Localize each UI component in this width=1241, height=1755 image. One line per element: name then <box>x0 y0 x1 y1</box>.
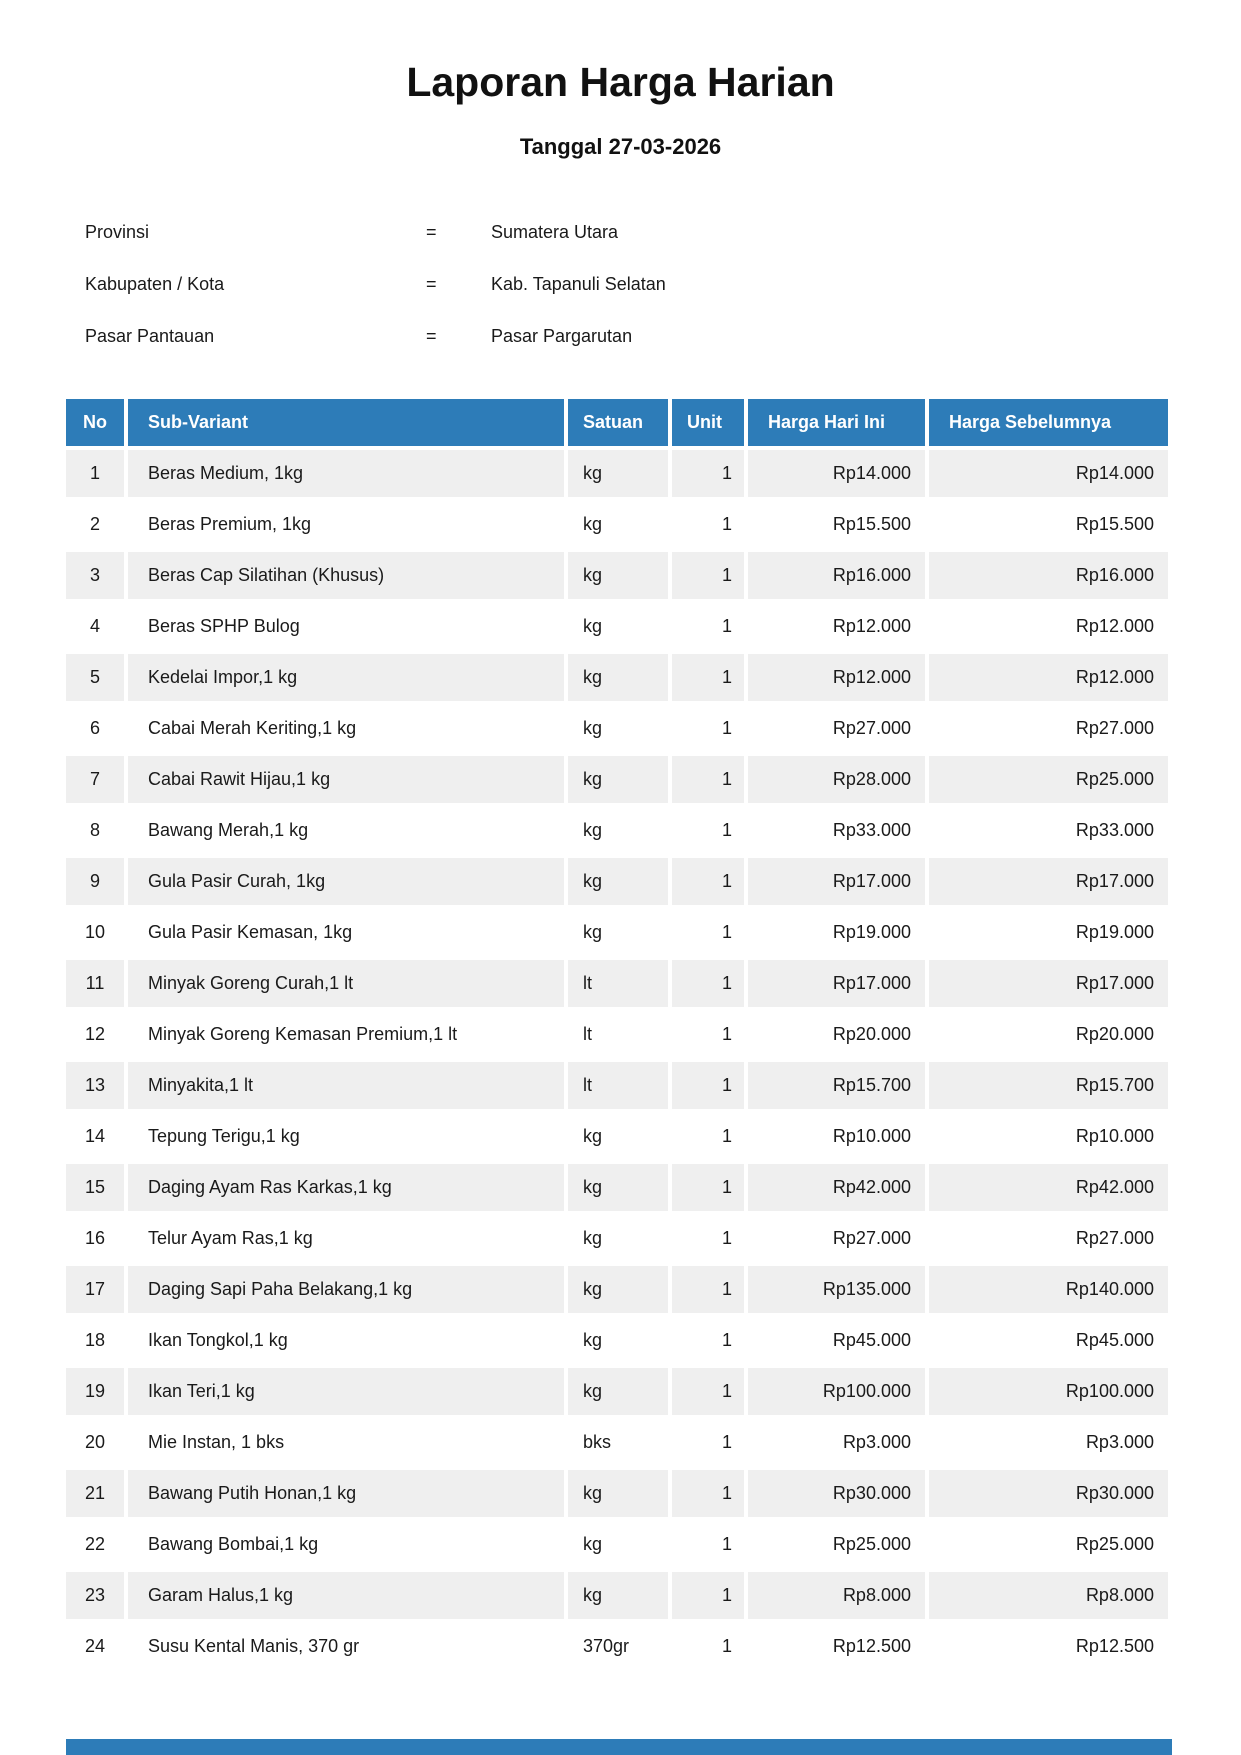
info-row-provinsi <box>85 206 1241 258</box>
info-label-pasar-pantauan: Pasar Pantauan <box>85 325 215 346</box>
cell-unit: 1 <box>672 1572 744 1619</box>
cell-harga-hari-ini: Rp12.000 <box>748 654 925 701</box>
cell-harga-hari-ini: Rp28.000 <box>748 756 925 803</box>
cell-unit: 1 <box>672 1470 744 1517</box>
table-row <box>66 1419 1168 1466</box>
cell-harga-sebelumnya: Rp10.000 <box>929 1113 1168 1160</box>
cell-harga-hari-ini: Rp17.000 <box>748 858 925 905</box>
column-header-harga-hari-ini: Harga Hari Ini <box>748 399 925 446</box>
column-header-sub-variant: Sub-Variant <box>128 399 564 446</box>
cell-unit: 1 <box>672 1215 744 1262</box>
cell-satuan: lt <box>568 960 668 1007</box>
cell-harga-sebelumnya: Rp8.000 <box>929 1572 1168 1619</box>
cell-harga-hari-ini: Rp27.000 <box>748 705 925 752</box>
table-row <box>66 1572 1168 1619</box>
cell-no: 15 <box>66 1164 124 1211</box>
cell-harga-hari-ini: Rp25.000 <box>748 1521 925 1568</box>
cell-unit: 1 <box>672 756 744 803</box>
price-table <box>62 395 1172 1674</box>
cell-satuan: kg <box>568 705 668 752</box>
table-row <box>66 1062 1168 1109</box>
cell-unit: 1 <box>672 1623 744 1670</box>
cell-harga-sebelumnya: Rp140.000 <box>929 1266 1168 1313</box>
info-value-provinsi: Sumatera Utara <box>491 221 619 242</box>
cell-harga-hari-ini: Rp19.000 <box>748 909 925 956</box>
cell-harga-sebelumnya: Rp12.000 <box>929 603 1168 650</box>
table-row <box>66 552 1168 599</box>
cell-harga-hari-ini: Rp20.000 <box>748 1011 925 1058</box>
cell-sub-variant: Telur Ayam Ras,1 kg <box>128 1215 564 1262</box>
cell-harga-sebelumnya: Rp3.000 <box>929 1419 1168 1466</box>
table-row <box>66 1521 1168 1568</box>
cell-no: 5 <box>66 654 124 701</box>
cell-harga-hari-ini: Rp100.000 <box>748 1368 925 1415</box>
table-row <box>66 603 1168 650</box>
cell-no: 10 <box>66 909 124 956</box>
cell-satuan: kg <box>568 654 668 701</box>
cell-sub-variant: Cabai Merah Keriting,1 kg <box>128 705 564 752</box>
table-header-row <box>66 399 1168 446</box>
cell-satuan: kg <box>568 1470 668 1517</box>
equals-sign: = <box>426 273 437 294</box>
cell-satuan: kg <box>568 552 668 599</box>
table-row <box>66 1266 1168 1313</box>
cell-satuan: kg <box>568 1317 668 1364</box>
cell-sub-variant: Gula Pasir Curah, 1kg <box>128 858 564 905</box>
cell-unit: 1 <box>672 858 744 905</box>
cell-no: 2 <box>66 501 124 548</box>
cell-unit: 1 <box>672 1266 744 1313</box>
cell-sub-variant: Minyak Goreng Kemasan Premium,1 lt <box>128 1011 564 1058</box>
cell-satuan: kg <box>568 1113 668 1160</box>
cell-harga-sebelumnya: Rp12.500 <box>929 1623 1168 1670</box>
cell-sub-variant: Kedelai Impor,1 kg <box>128 654 564 701</box>
cell-sub-variant: Bawang Bombai,1 kg <box>128 1521 564 1568</box>
cell-harga-sebelumnya: Rp42.000 <box>929 1164 1168 1211</box>
cell-harga-hari-ini: Rp17.000 <box>748 960 925 1007</box>
table-row <box>66 960 1168 1007</box>
cell-satuan: kg <box>568 603 668 650</box>
cell-harga-hari-ini: Rp14.000 <box>748 450 925 497</box>
cell-no: 6 <box>66 705 124 752</box>
cell-harga-sebelumnya: Rp27.000 <box>929 1215 1168 1262</box>
cell-satuan: kg <box>568 1215 668 1262</box>
table-row <box>66 450 1168 497</box>
cell-unit: 1 <box>672 501 744 548</box>
cell-satuan: kg <box>568 1266 668 1313</box>
cell-sub-variant: Ikan Teri,1 kg <box>128 1368 564 1415</box>
cell-no: 4 <box>66 603 124 650</box>
cell-no: 1 <box>66 450 124 497</box>
next-page-header-strip <box>66 1739 1172 1755</box>
cell-harga-sebelumnya: Rp25.000 <box>929 756 1168 803</box>
cell-harga-sebelumnya: Rp45.000 <box>929 1317 1168 1364</box>
cell-satuan: kg <box>568 1164 668 1211</box>
page-title: Laporan Harga Harian <box>406 59 835 105</box>
cell-harga-hari-ini: Rp30.000 <box>748 1470 925 1517</box>
cell-unit: 1 <box>672 1062 744 1109</box>
cell-no: 18 <box>66 1317 124 1364</box>
cell-harga-sebelumnya: Rp20.000 <box>929 1011 1168 1058</box>
cell-harga-hari-ini: Rp16.000 <box>748 552 925 599</box>
cell-harga-hari-ini: Rp3.000 <box>748 1419 925 1466</box>
cell-no: 9 <box>66 858 124 905</box>
cell-sub-variant: Bawang Merah,1 kg <box>128 807 564 854</box>
table-row <box>66 1215 1168 1262</box>
table-row <box>66 807 1168 854</box>
cell-harga-sebelumnya: Rp30.000 <box>929 1470 1168 1517</box>
cell-sub-variant: Susu Kental Manis, 370 gr <box>128 1623 564 1670</box>
cell-unit: 1 <box>672 1317 744 1364</box>
info-value-kabupaten-kota: Kab. Tapanuli Selatan <box>491 273 666 294</box>
cell-sub-variant: Beras Medium, 1kg <box>128 450 564 497</box>
table-row <box>66 705 1168 752</box>
cell-unit: 1 <box>672 450 744 497</box>
info-label-kabupaten-kota: Kabupaten / Kota <box>85 273 225 294</box>
cell-satuan: kg <box>568 1572 668 1619</box>
cell-unit: 1 <box>672 960 744 1007</box>
cell-satuan: kg <box>568 909 668 956</box>
cell-sub-variant: Mie Instan, 1 bks <box>128 1419 564 1466</box>
cell-unit: 1 <box>672 807 744 854</box>
cell-satuan: kg <box>568 1368 668 1415</box>
cell-sub-variant: Minyak Goreng Curah,1 lt <box>128 960 564 1007</box>
cell-harga-sebelumnya: Rp15.700 <box>929 1062 1168 1109</box>
price-table-body <box>66 450 1168 1670</box>
cell-no: 11 <box>66 960 124 1007</box>
table-row <box>66 501 1168 548</box>
column-header-harga-sebelumnya: Harga Sebelumnya <box>929 399 1168 446</box>
cell-no: 7 <box>66 756 124 803</box>
cell-no: 13 <box>66 1062 124 1109</box>
table-row <box>66 756 1168 803</box>
cell-unit: 1 <box>672 705 744 752</box>
cell-satuan: 370gr <box>568 1623 668 1670</box>
table-row <box>66 1470 1168 1517</box>
cell-unit: 1 <box>672 603 744 650</box>
cell-unit: 1 <box>672 1521 744 1568</box>
cell-satuan: kg <box>568 756 668 803</box>
cell-no: 12 <box>66 1011 124 1058</box>
cell-sub-variant: Daging Ayam Ras Karkas,1 kg <box>128 1164 564 1211</box>
cell-sub-variant: Bawang Putih Honan,1 kg <box>128 1470 564 1517</box>
cell-harga-hari-ini: Rp27.000 <box>748 1215 925 1262</box>
cell-satuan: kg <box>568 501 668 548</box>
cell-no: 8 <box>66 807 124 854</box>
table-row <box>66 1368 1168 1415</box>
cell-harga-sebelumnya: Rp27.000 <box>929 705 1168 752</box>
cell-harga-hari-ini: Rp8.000 <box>748 1572 925 1619</box>
info-value-pasar-pantauan: Pasar Pargarutan <box>491 325 633 346</box>
cell-satuan: lt <box>568 1011 668 1058</box>
cell-sub-variant: Beras Premium, 1kg <box>128 501 564 548</box>
cell-harga-hari-ini: Rp15.500 <box>748 501 925 548</box>
cell-no: 14 <box>66 1113 124 1160</box>
cell-unit: 1 <box>672 1419 744 1466</box>
cell-harga-hari-ini: Rp12.000 <box>748 603 925 650</box>
cell-sub-variant: Ikan Tongkol,1 kg <box>128 1317 564 1364</box>
column-header-no: No <box>66 399 124 446</box>
table-row <box>66 1011 1168 1058</box>
cell-sub-variant: Beras SPHP Bulog <box>128 603 564 650</box>
cell-unit: 1 <box>672 552 744 599</box>
table-row <box>66 1317 1168 1364</box>
cell-harga-sebelumnya: Rp17.000 <box>929 858 1168 905</box>
cell-no: 19 <box>66 1368 124 1415</box>
cell-harga-hari-ini: Rp135.000 <box>748 1266 925 1313</box>
cell-sub-variant: Minyakita,1 lt <box>128 1062 564 1109</box>
cell-unit: 1 <box>672 654 744 701</box>
page-subtitle: Tanggal 27-03-2026 <box>519 134 722 159</box>
cell-harga-sebelumnya: Rp19.000 <box>929 909 1168 956</box>
table-row <box>66 858 1168 905</box>
equals-sign: = <box>426 221 437 242</box>
cell-harga-hari-ini: Rp12.500 <box>748 1623 925 1670</box>
cell-unit: 1 <box>672 1011 744 1058</box>
info-row-kabupaten-kota <box>85 258 1241 310</box>
cell-harga-sebelumnya: Rp16.000 <box>929 552 1168 599</box>
cell-sub-variant: Tepung Terigu,1 kg <box>128 1113 564 1160</box>
cell-satuan: kg <box>568 807 668 854</box>
cell-harga-sebelumnya: Rp25.000 <box>929 1521 1168 1568</box>
table-row <box>66 654 1168 701</box>
cell-unit: 1 <box>672 1113 744 1160</box>
cell-satuan: kg <box>568 858 668 905</box>
info-section <box>85 206 1241 362</box>
info-label-provinsi: Provinsi <box>85 221 150 242</box>
column-header-unit: Unit <box>672 399 744 446</box>
cell-unit: 1 <box>672 1164 744 1211</box>
cell-harga-sebelumnya: Rp17.000 <box>929 960 1168 1007</box>
cell-satuan: kg <box>568 450 668 497</box>
cell-harga-hari-ini: Rp10.000 <box>748 1113 925 1160</box>
table-row <box>66 1113 1168 1160</box>
cell-no: 17 <box>66 1266 124 1313</box>
cell-harga-sebelumnya: Rp33.000 <box>929 807 1168 854</box>
table-row <box>66 1164 1168 1211</box>
cell-harga-sebelumnya: Rp12.000 <box>929 654 1168 701</box>
cell-harga-sebelumnya: Rp100.000 <box>929 1368 1168 1415</box>
cell-harga-sebelumnya: Rp14.000 <box>929 450 1168 497</box>
column-header-satuan: Satuan <box>568 399 668 446</box>
cell-sub-variant: Gula Pasir Kemasan, 1kg <box>128 909 564 956</box>
cell-satuan: lt <box>568 1062 668 1109</box>
cell-sub-variant: Daging Sapi Paha Belakang,1 kg <box>128 1266 564 1313</box>
cell-harga-hari-ini: Rp15.700 <box>748 1062 925 1109</box>
cell-unit: 1 <box>672 1368 744 1415</box>
cell-sub-variant: Beras Cap Silatihan (Khusus) <box>128 552 564 599</box>
cell-no: 20 <box>66 1419 124 1466</box>
cell-harga-hari-ini: Rp42.000 <box>748 1164 925 1211</box>
cell-no: 3 <box>66 552 124 599</box>
cell-satuan: kg <box>568 1521 668 1568</box>
cell-satuan: bks <box>568 1419 668 1466</box>
cell-harga-hari-ini: Rp33.000 <box>748 807 925 854</box>
cell-harga-sebelumnya: Rp15.500 <box>929 501 1168 548</box>
cell-no: 24 <box>66 1623 124 1670</box>
cell-sub-variant: Garam Halus,1 kg <box>128 1572 564 1619</box>
cell-harga-hari-ini: Rp45.000 <box>748 1317 925 1364</box>
cell-no: 22 <box>66 1521 124 1568</box>
cell-unit: 1 <box>672 909 744 956</box>
table-row <box>66 909 1168 956</box>
table-row <box>66 1623 1168 1670</box>
cell-no: 16 <box>66 1215 124 1262</box>
cell-sub-variant: Cabai Rawit Hijau,1 kg <box>128 756 564 803</box>
cell-no: 21 <box>66 1470 124 1517</box>
equals-sign: = <box>426 325 437 346</box>
cell-no: 23 <box>66 1572 124 1619</box>
info-row-pasar-pantauan <box>85 310 1241 362</box>
